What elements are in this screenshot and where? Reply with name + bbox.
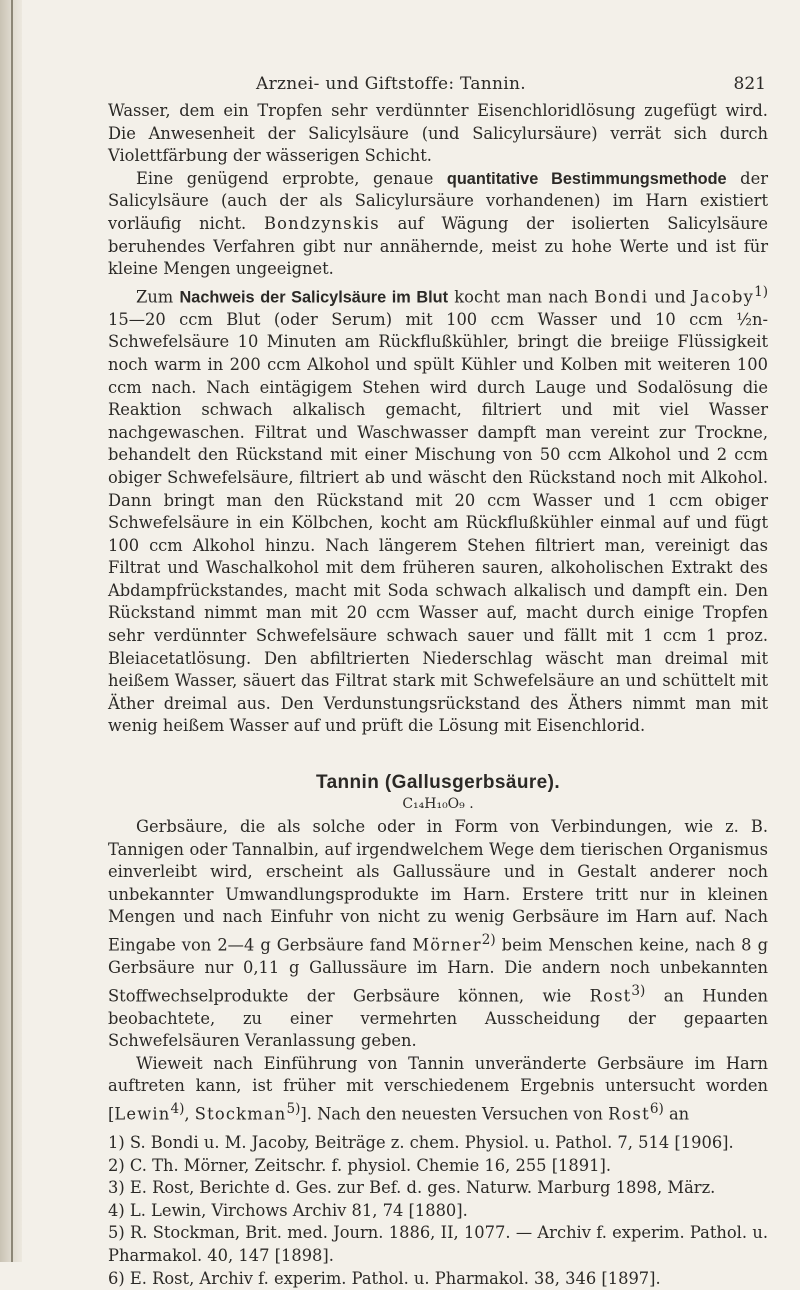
text-run: der Salicylsäure (auch der als Salicylursäure vorhandenen) im Harn existiert vorläufig nicht. bbox=[108, 168, 768, 233]
text-run: Zum bbox=[136, 287, 180, 307]
author-name: Rost bbox=[608, 1104, 650, 1124]
text-run: auf Wägung der isolierten Salicylsäure beruhendes Verfahren gibt nur annähernde, meist zu hohe Werte und ist für kleine Mengen ungeeignet. bbox=[108, 213, 768, 279]
footnote: 5) R. Stockman, Brit. med. Journ. 1886, II, 1077. — Archiv f. experim. Pathol. u. Pharmakol. 40, 147 [1898]. bbox=[108, 1223, 768, 1265]
author-name: Lewin bbox=[114, 1104, 171, 1124]
text-run: , bbox=[184, 1104, 195, 1124]
text-run: Eine genügend erprobte, genaue bbox=[136, 168, 447, 188]
page-number: 821 bbox=[733, 74, 766, 94]
bold-term: Nachweis der Salicylsäure im Blut bbox=[179, 288, 449, 307]
footnote: 6) E. Rost, Archiv f. experim. Pathol. u. Pharmakol. 38, 346 [1897]. bbox=[108, 1268, 661, 1288]
author-name: Mörner bbox=[412, 935, 482, 955]
footnote-ref: 6) bbox=[649, 1101, 664, 1118]
footnote: 1) S. Bondi u. M. Jacoby, Beiträge z. chem. Physiol. u. Pathol. 7, 514 [1906]. bbox=[108, 1133, 734, 1153]
chemical-formula: C₁₄H₁₀O₉ . bbox=[402, 796, 474, 813]
running-title: Arznei- und Giftstoffe: Tannin. bbox=[256, 74, 526, 94]
footnotes bbox=[108, 1132, 768, 1290]
footnote-ref: 1) bbox=[754, 283, 768, 300]
footnote: 2) C. Th. Mörner, Zeitschr. f. physiol. Chemie 16, 255 [1891]. bbox=[108, 1155, 612, 1175]
footnote: 4) L. Lewin, Virchows Archiv 81, 74 [1880]. bbox=[108, 1200, 468, 1220]
tannin-paragraph-1 bbox=[108, 816, 768, 1053]
bold-term: quantitative Bestimmungsmethode bbox=[446, 169, 727, 188]
footnote-ref: 5) bbox=[286, 1101, 301, 1118]
text-run: Gerbsäure, die als solche oder in Form von Verbindungen, wie z. B. Tannigen oder Tannalbin, auf irgendwelchem Wege dem tierischen Organismus einverleibt wird, erscheint als Gallussäure und in Gestalt anderer noch unbekannter Umwandlungsprodukte im Harn. Erstere tritt nur in kleinen Mengen und nach Einfuhr von nicht zu wenig Gerbsäure im Harn auf. Nach Eingabe von 2—4 g Gerbsäure fand bbox=[108, 817, 768, 955]
page bbox=[108, 70, 768, 1290]
footnote: 3) E. Rost, Berichte d. Ges. zur Bef. d. ges. Naturw. Marburg 1898, März. bbox=[108, 1178, 716, 1198]
text-run: ]. Nach den neuesten Versuchen von bbox=[300, 1104, 609, 1124]
author-name: Jacoby bbox=[692, 287, 755, 307]
text-run: kocht man nach bbox=[448, 287, 595, 307]
text-run: und bbox=[648, 287, 693, 307]
footnote-ref: 2) bbox=[481, 932, 496, 949]
text-run: an bbox=[663, 1104, 690, 1124]
nachweis-paragraph bbox=[108, 281, 768, 738]
author-name: Bondi bbox=[594, 287, 649, 307]
text-run: 15—20 ccm Blut (oder Serum) mit 100 ccm Wasser und 10 ccm ½n-Schwefelsäure 10 Minuten am Rückflußkühler, bringt die breiige Flüssigkeit noch warm in 200 ccm Alkohol und spült Kühler und Kolben mit weiteren 100 ccm nach. Nach eintägigem Stehen wird durch Lauge und Sodalösung die Reaktion schwach alkalisch gemacht, filtriert und mit viel Wasser nachgewaschen. Filtrat und Waschwasser dampft man vereint zur Trockne, behandelt den Rückstand mit einer Mischung von 50 ccm Alkohol und 2 ccm obiger Schwefelsäure, filtriert ab und wäscht den Rückstand noch mit Alkohol. Dann bringt man den Rückstand mit 20 ccm Wasser und 1 ccm obiger Schwefelsäure in ein Kölbchen, kocht am Rückflußkühler einmal auf und fügt 100 ccm Alkohol hinzu. Nach längerem Stehen filtriert man, vereinigt das Filtrat und Waschalkohol mit dem früheren sauren, alkoholischen Extrakt des Abdampfrückstandes, macht mit Soda schwach alkalisch und dampft ein. Den Rückstand nimmt man mit 20 ccm Wasser auf, macht durch einige Tropfen sehr verdünnter Schwefelsäure schwach sauer und fällt mit 1 ccm 1 proz. Bleiacetatlösung. Den abfiltrierten Niederschlag wäscht man dreimal mit heißem Wasser, säuert das Filtrat stark mit Schwefelsäure an und schüttelt mit Äther dreimal aus. Den Verdunstungsrückstand des Äthers nimmt man mit wenig heißem Wasser auf und prüft die Lösung mit Eisenchlorid. bbox=[108, 309, 768, 736]
footnote-ref: 4) bbox=[170, 1101, 185, 1118]
tannin-paragraph-2 bbox=[108, 1053, 768, 1126]
text-run: an Hunden beobachtete, zu einer vermehrten Ausscheidung der gepaarten Schwefelsäuren Veranlassung geben. bbox=[108, 986, 768, 1051]
quantitative-paragraph bbox=[108, 168, 768, 281]
running-header bbox=[108, 70, 768, 100]
binding-line bbox=[11, 0, 13, 1262]
text-run: beim Menschen keine, nach 8 g Gerbsäure nur 0,11 g Gallussäure im Harn. Die andern noch unbekannten Stoffwechselprodukte der Gerbsäure können, wie bbox=[108, 935, 768, 1006]
author-name: Rost bbox=[589, 986, 632, 1006]
author-name: Bondzynskis bbox=[263, 213, 380, 233]
author-name: Stockman bbox=[194, 1104, 287, 1124]
section-heading: Tannin (Gallusgerbsäure). bbox=[315, 772, 561, 794]
intro-paragraph: Wasser, dem ein Tropfen sehr verdünnter Eisenchloridlösung zugefügt wird. Die Anwesenheit der Salicylsäure (und Salicylursäure) verrät sich durch Violettfärbung der wässerigen Schicht. bbox=[108, 101, 768, 166]
text-run: Wieweit nach Einführung von Tannin unveränderte Gerbsäure im Harn auftreten kann, ist früher mit verschiedenem Ergebnis untersucht worden [ bbox=[108, 1053, 768, 1124]
footnote-ref: 3) bbox=[631, 982, 646, 999]
